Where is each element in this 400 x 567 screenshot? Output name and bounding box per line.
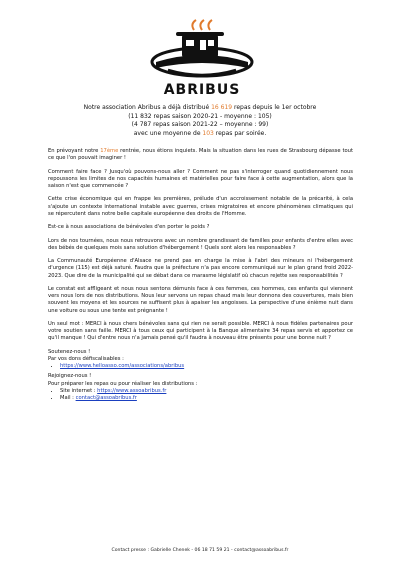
list-item: • Mail : contact@assoabribus.fr [60,395,353,402]
donation-links [60,363,353,370]
email-link[interactable]: contact@assoabribus.fr [75,394,137,401]
donations-label: Par vos dons défiscalisables : [48,355,124,362]
paragraph-2: Comment faire face ? Jusqu'où pouvons-nous aller ? Comment ne pas s'interroger quand quotidiennement nous repoussons les limites de nos capacités humaines et matérielles pour faire face à cette augmentation, alors que la saison n'est que commencée ? [48,168,353,189]
list-item [60,363,353,370]
join-heading: Rejoignez-nous ! [48,373,92,380]
stats-block [60,104,340,138]
average-meals-count: 103 [202,129,214,137]
paragraph-4: Est-ce à nous associations de bénévoles d'en porter le poids ? [48,224,210,231]
total-meals-count: 16 619 [211,104,233,111]
stats-line-4: avec une moyenne de 103 repas par soirée. [133,129,267,137]
contact-links [60,388,353,402]
list-item: • Site internet : https://www.assoabribus.fr [60,388,353,395]
press-contact-footer: Contact presse : Gabrielle Chenek - 06 18 71 59 21 - contact@assoabribus.fr [111,548,289,553]
volunteer-label: Pour préparer les repas ou pour réaliser les distributions : [48,380,198,387]
paragraph-5: Lors de nos tournées, nous nous retrouvons avec un nombre grandissant de familles pour enfants d'entre elles avec des bébés de quelques mois sans solution d'hébergement ! Quels sont alors les responsables ? [48,237,353,251]
paragraph-6: La Communauté Européenne d'Alsace ne prend pas en charge la mise à l'abri des mineurs ni l'hébergement d'urgence (115) est déjà saturé. Faudra que la préfecture n'a pas encore communiqué sur le plan grand froid 2022-2023. Que dire de la municipalité qui se débat dans ce marasme législatif où chacun rejette ses responsabilités ? [48,258,353,279]
stats-line-3: (4 787 repas saison 2021-22 – moyenne : 99) [131,121,269,129]
abribus-logo [142,18,262,102]
website-link[interactable]: https://www.assoabribus.fr [97,387,167,394]
brand-name: ABRIBUS [163,82,241,98]
letter-body [48,148,353,405]
stats-line-1: Notre association Abribus a déjà distribué 16 619 repas depuis le 1er octobre [83,104,317,111]
stats-line-2: (11 832 repas saison 2020-21 - moyenne : 105) [128,112,272,120]
paragraph-1: En prévoyant notre 17ème rentrée, nous étions inquiets. Mais la situation dans les rues de Strasbourg dépasse tout ce que l'on pouvait imaginer ! [48,148,353,162]
paragraph-3: Cette crise économique qui en frappe les premières, prélude d'un accroissement notable de la précarité, à cela s'ajoute un contexte international instable avec guerres, crises migratoires et encore phénomènes climatiques qui se répercutent dans notre belle capitale européenne des droits de l'Homme. [48,196,353,217]
support-heading: Soutenez-nous ! [48,348,91,355]
paragraph-7: Le constat est affligeant et nous nous sentons démunis face à ces femmes, ces hommes, ces enfants qui viennent vers nous lors de nos distributions. Nous leur servons un repas chaud mais leur donnons des couvertures, mais bien souvent les moyens et les sources ne suffisent plus à apaiser les angoisses. La perspective d'une énième nuit dans une voiture ou sous une tente est prégnante ! [48,285,353,314]
paragraph-8: Un seul mot : MERCI à nous chers bénévoles sans qui rien ne serait possible. MERCI à nous fidèles partenaires pour votre soutien sans faille. MERCI à tous ceux qui participent à la Banque alimentaire 34 repas servis et apportez ce qu'il manque ! Qui d'entre nous n'a jamais pensé qu'il faudra à nouveau être présents pour une bonne nuit ? [48,320,353,342]
donate-link[interactable]: https://www.helloasso.com/associations/abribus [60,363,185,370]
